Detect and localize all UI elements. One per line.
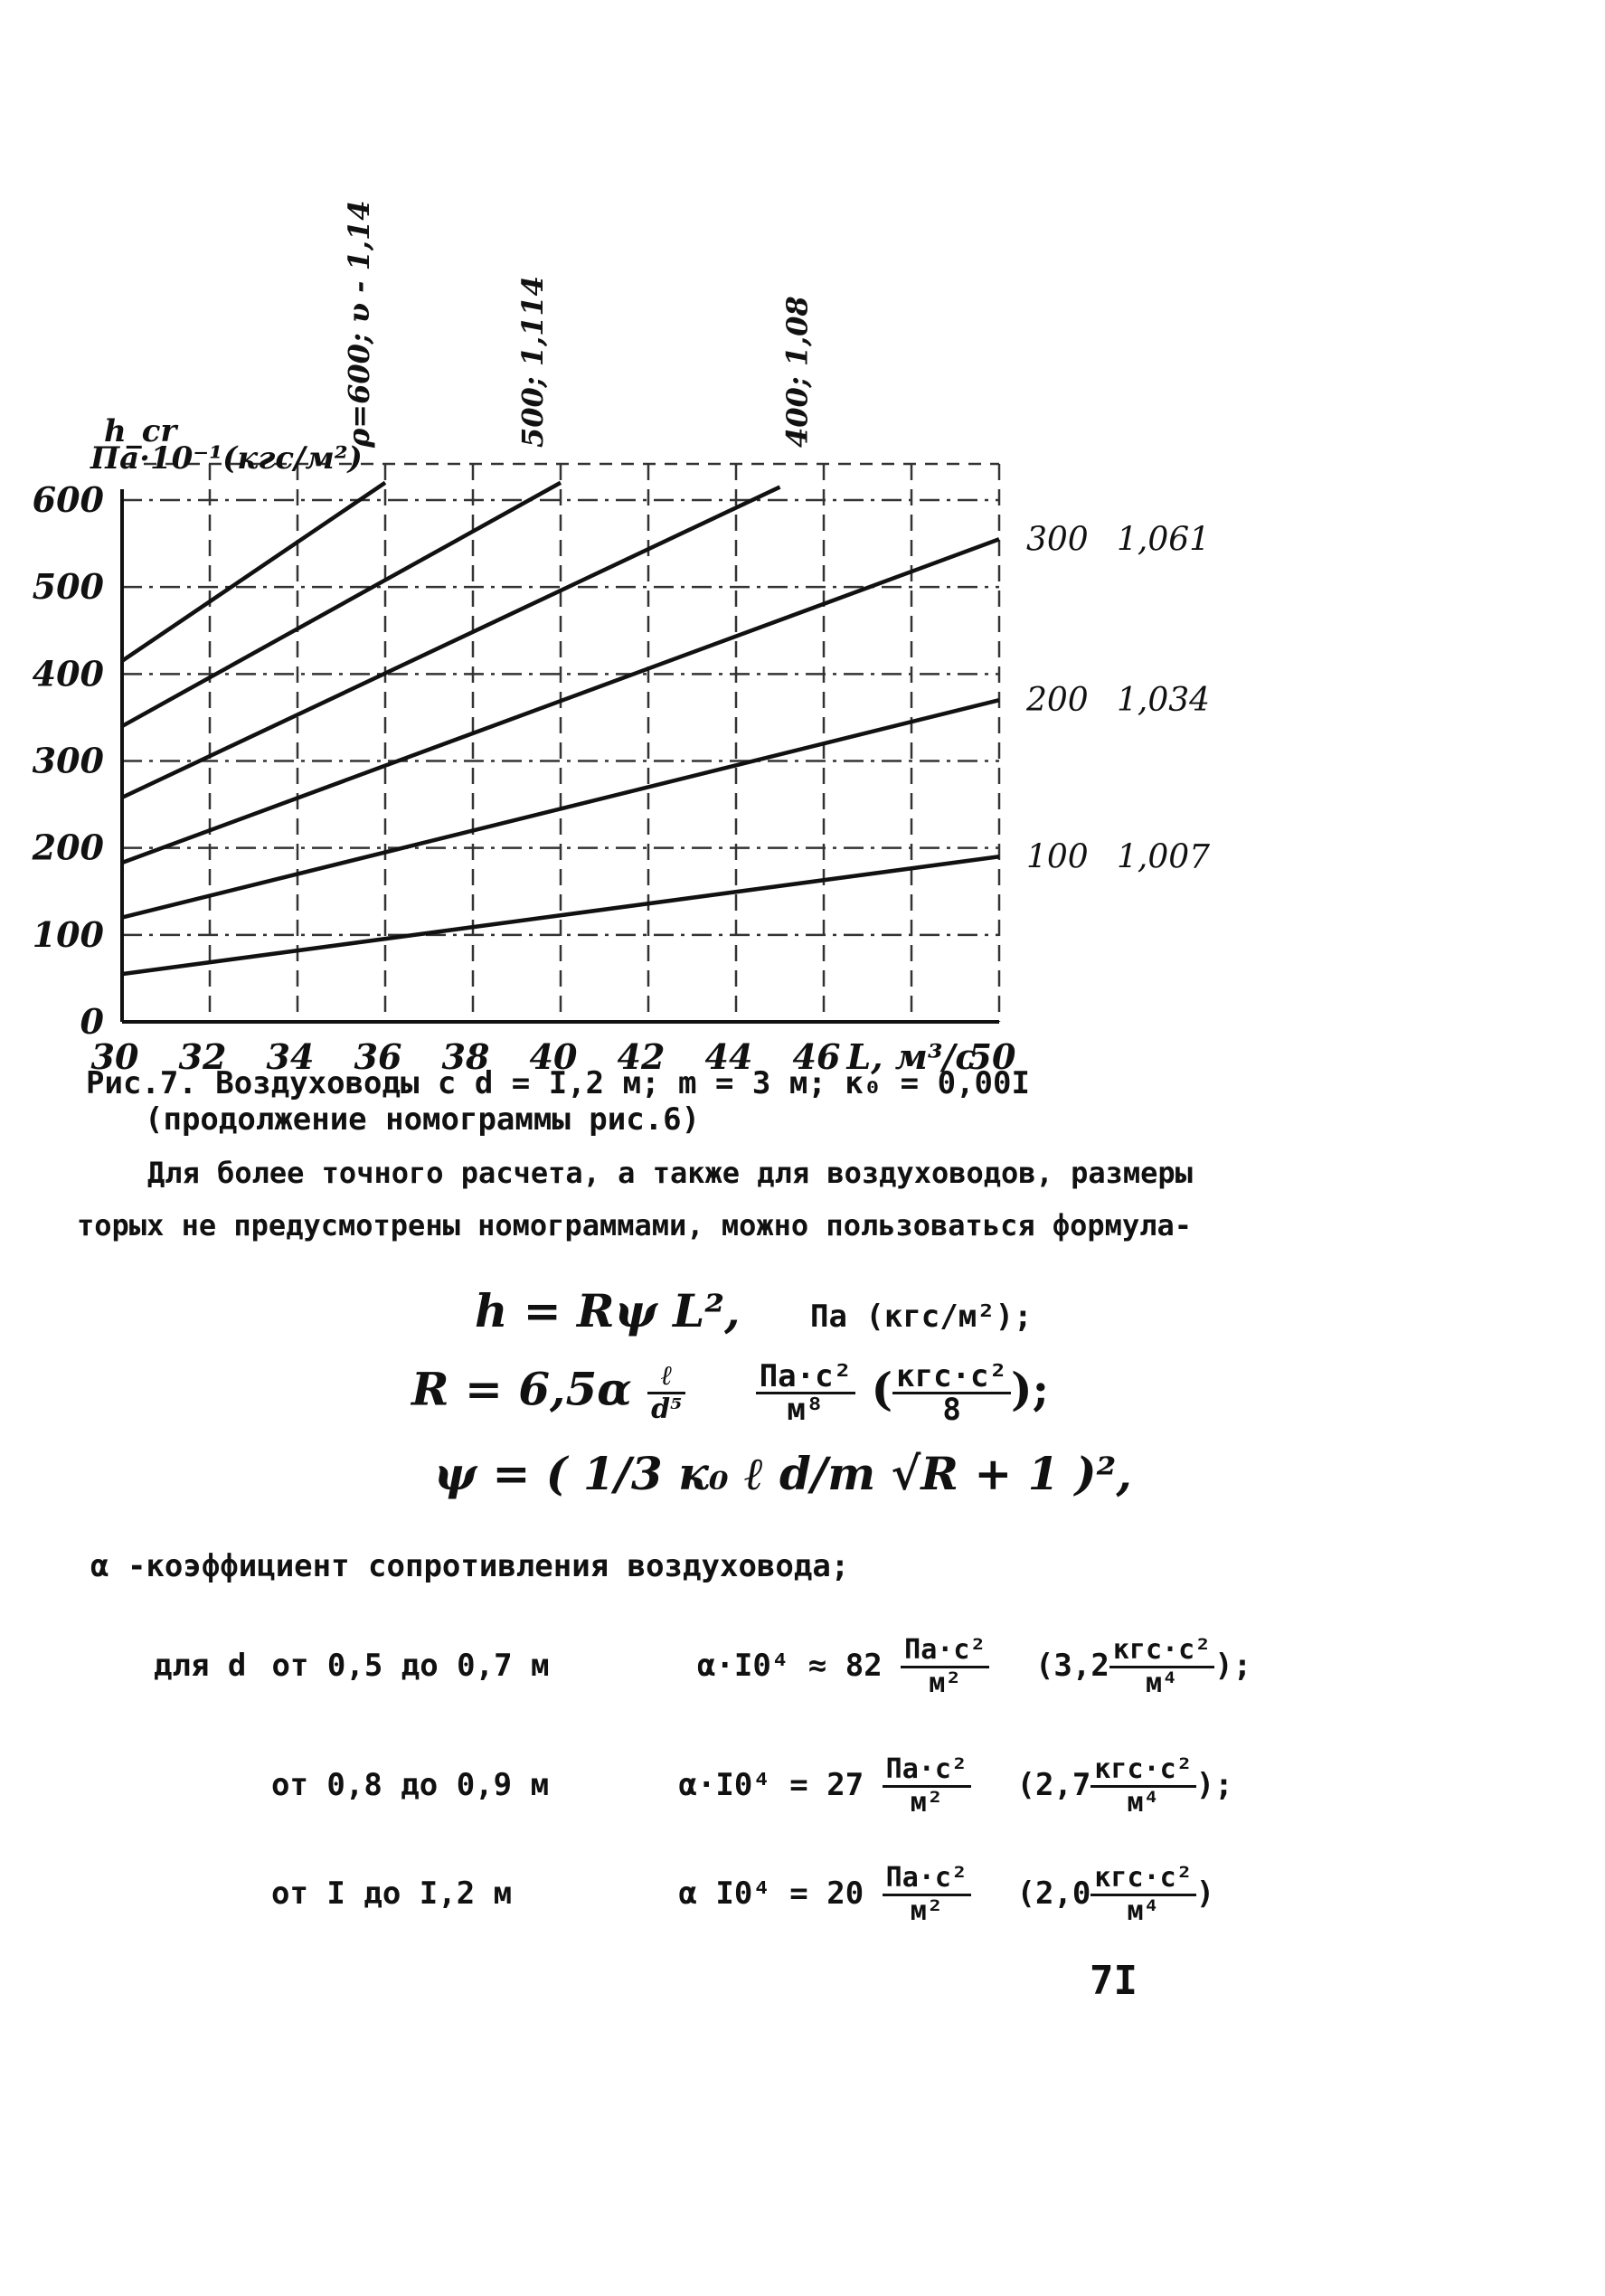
coef-unit-kgs (1090, 1754, 1195, 1819)
coef-range: от 0,5 до 0,7 м (271, 1648, 550, 1684)
x-tick-label: 46 (792, 1036, 841, 1077)
coef-end: ); (1195, 1767, 1233, 1803)
coef-expr: α·I0⁴ = 27 (678, 1767, 864, 1803)
formula-r: R = 6,5α $\frac{\text{ℓ}}{\text{d⁵}}$ $\frac{\text{Па·с²}}{\text{м⁸}}$ ( $\frac{\text{кгс·с²}}{8}$ ); (411, 1358, 1050, 1428)
coef-alt-num: кгс·с² (1090, 1863, 1195, 1896)
coef-row-3 (271, 1863, 1214, 1927)
right-label-value: 300 (1026, 521, 1089, 559)
x-tick-label: 30 (90, 1036, 139, 1077)
paragraph-line-1: Для более точного расчета, а также для воздуховодов, размеры (147, 1156, 1193, 1190)
coef-expr: α·I0⁴ ≈ 82 (696, 1648, 883, 1684)
coef-alt: (2,7 (1016, 1767, 1091, 1803)
x-tick-label: 50 (968, 1036, 1016, 1077)
chart-tick-labels (32, 479, 1016, 1077)
x-tick-label: 38 (441, 1036, 490, 1077)
formula-h (475, 1284, 1033, 1337)
caption-line-2: (продолжение номограммы рис.6) (145, 1101, 701, 1138)
coef-alt: (3,2 (1034, 1648, 1109, 1684)
coef-alt: (2,0 (1016, 1876, 1091, 1912)
y-tick-label: 100 (32, 913, 104, 955)
formula-r-unit-num: Па·с² (756, 1361, 855, 1394)
alpha-description: α -коэффициент сопротивления воздуховода; (90, 1548, 850, 1584)
formula-r-fraction (647, 1361, 685, 1425)
x-tick-label: 34 (266, 1036, 315, 1077)
x-tick-label: 44 (704, 1036, 753, 1077)
y-tick-label: 300 (32, 740, 104, 781)
coef-expr: α I0⁴ = 20 (678, 1876, 864, 1912)
coef-unit-kgs (1090, 1863, 1195, 1927)
coef-end: ); (1214, 1648, 1252, 1684)
series-line (122, 483, 385, 661)
formula-r-unit-kgs (892, 1358, 1011, 1428)
top-curve-label: 500; 1,114 (515, 276, 550, 448)
caption-line-1: Рис.7. Воздуховоды с d = I,2 м; m = 3 м; к₀ = 0,00I (86, 1065, 1030, 1101)
coef-unit-num: Па·с² (883, 1863, 971, 1896)
formula-h-expr: h = Rψ L², (475, 1284, 756, 1337)
x-tick-label: 42 (617, 1036, 666, 1077)
formula-r-unit2-num: кгс·с² (892, 1361, 1011, 1394)
chart-right-labels (1025, 521, 1210, 875)
x-tick-label: 40 (529, 1036, 578, 1077)
coef-row-2 (271, 1754, 1233, 1819)
x-axis-label: L, м³/с (846, 1036, 977, 1077)
coef-alt-den: м⁴ (1145, 1668, 1179, 1699)
right-label-factor: 1,007 (1117, 838, 1211, 876)
page-number: 7I (1090, 1958, 1138, 2004)
coef-unit-num: Па·с² (883, 1754, 971, 1788)
y-axis-unit: Па·10⁻¹(кгс/м²) (90, 440, 363, 477)
formula-r-unit2-den: 8 (942, 1392, 961, 1428)
right-label-value: 100 (1026, 838, 1089, 876)
coef-range: от 0,8 до 0,9 м (271, 1767, 550, 1803)
y-tick-label: 600 (32, 479, 104, 520)
coef-range: от I до I,2 м (271, 1876, 513, 1912)
y-axis-symbol: h_cr (104, 413, 177, 449)
series-line (122, 487, 780, 798)
formula-r-frac-num: ℓ (647, 1361, 685, 1394)
y-tick-label: 400 (32, 653, 104, 694)
coef-alt-num: кгс·с² (1090, 1754, 1195, 1788)
x-tick-label: 32 (178, 1036, 227, 1077)
coef-unit-den: м² (910, 1787, 943, 1819)
right-label-value: 200 (1026, 682, 1089, 720)
coef-unit-num: Па·с² (901, 1635, 989, 1668)
coef-alt-num: кгс·с² (1109, 1635, 1214, 1668)
formula-r-unit-si (756, 1358, 855, 1428)
y-tick-label: 500 (32, 566, 104, 608)
formula-psi: ψ = ( 1/3 к₀ ℓ d/m √R + 1 )², (434, 1447, 1132, 1500)
coef-unit-den: м² (929, 1668, 962, 1699)
coef-unit-den: м² (910, 1895, 943, 1927)
figure-caption (86, 1065, 1030, 1138)
chart-top-labels (342, 200, 815, 449)
formula-r-frac-den: d⁵ (651, 1394, 683, 1425)
right-label-factor: 1,034 (1117, 682, 1211, 720)
right-label-factor: 1,061 (1117, 521, 1211, 559)
coef-lead: для d (154, 1648, 247, 1684)
y-tick-label: 0 (80, 1001, 104, 1042)
formula-r-lhs: R = 6,5α (411, 1362, 632, 1416)
coef-alt-den: м⁴ (1127, 1895, 1160, 1927)
coef-unit-kgs (1109, 1635, 1214, 1699)
coef-alt-den: м⁴ (1127, 1787, 1160, 1819)
coef-unit-si (901, 1635, 989, 1699)
x-tick-label: 36 (354, 1036, 402, 1077)
formula-h-unit: Па (кгс/м²); (809, 1299, 1033, 1335)
formula-r-unit-den: м⁸ (787, 1392, 825, 1428)
coef-row-1 (154, 1635, 1251, 1699)
coef-unit-si (883, 1754, 971, 1819)
coef-unit-si (883, 1863, 971, 1927)
y-tick-label: 200 (32, 827, 104, 868)
body-paragraph (77, 1147, 1198, 1252)
series-line (122, 483, 561, 726)
coef-end: ) (1195, 1876, 1215, 1912)
top-curve-label: 400; 1,08 (779, 296, 815, 448)
chart-grid (122, 464, 999, 1022)
top-curve-label: ρ=600; υ - 1,14 (342, 200, 376, 448)
paragraph-line-2: торых не предусмотрены номограммами, можно пользоваться формула- (77, 1208, 1192, 1242)
